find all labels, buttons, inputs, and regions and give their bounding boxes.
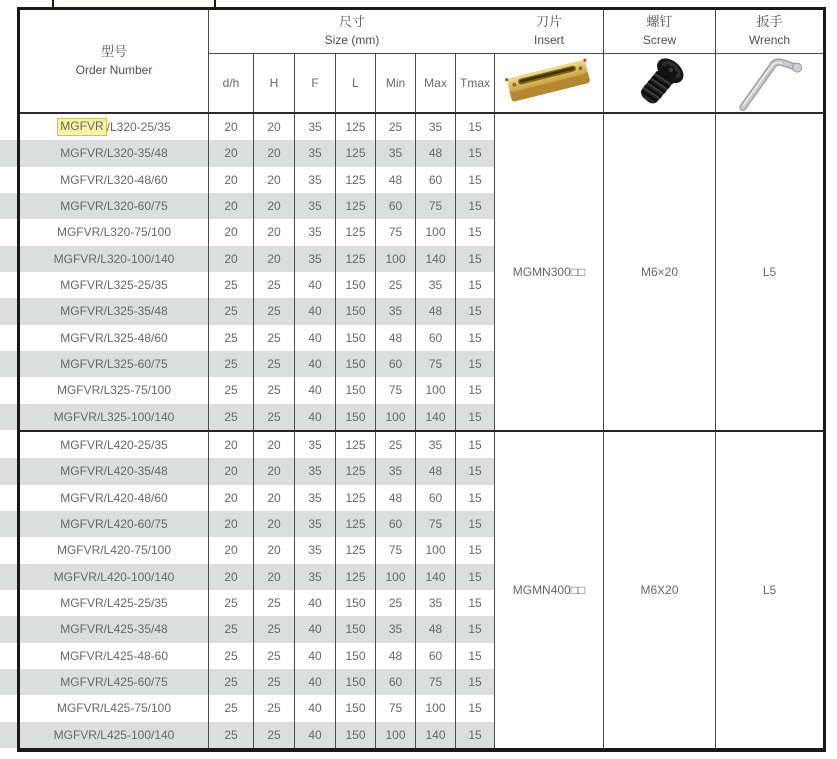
- insert-label-zh: 刀片: [535, 14, 562, 30]
- size-value-cell: 125: [336, 458, 376, 484]
- size-value-cell: 25: [254, 298, 295, 324]
- size-value-cell: 20: [209, 432, 254, 458]
- wrench-label-zh: 扳手: [756, 14, 783, 30]
- size-value-cell: 20: [254, 246, 295, 272]
- size-value-cell: 60: [376, 669, 416, 695]
- size-value-cell: 15: [456, 404, 495, 430]
- order-number-cell: MGFVR/L425-100/140: [20, 722, 209, 748]
- order-number-cell: MGFVR/L325-100/140: [20, 404, 209, 430]
- size-value-cell: 25: [209, 325, 254, 351]
- screw-header: [604, 10, 716, 112]
- size-value-cell: 15: [456, 298, 495, 324]
- size-value-cell: 150: [336, 351, 376, 377]
- size-value-cell: 20: [209, 219, 254, 245]
- size-value-cell: 75: [376, 377, 416, 403]
- size-value-cell: 15: [456, 167, 495, 193]
- table-row: [20, 167, 495, 193]
- size-value-cell: 40: [295, 404, 336, 430]
- size-value-cell: 15: [456, 669, 495, 695]
- insert-code-cell: MGMN300□□: [495, 114, 604, 430]
- size-value-cell: 35: [295, 458, 336, 484]
- table-row: [20, 722, 495, 748]
- table-row: [20, 404, 495, 430]
- size-value-cell: 40: [295, 377, 336, 403]
- size-value-cell: 25: [254, 404, 295, 430]
- size-value-cell: 150: [336, 404, 376, 430]
- size-value-cell: 150: [336, 590, 376, 616]
- size-value-cell: 60: [376, 193, 416, 219]
- table-row: [20, 485, 495, 511]
- size-header: [209, 10, 495, 112]
- group-rows: [20, 114, 495, 430]
- size-value-cell: 40: [295, 325, 336, 351]
- size-value-cell: 35: [295, 219, 336, 245]
- order-number-header: [20, 10, 209, 112]
- order-number-cell: MGFVR/L420-100/140: [20, 564, 209, 590]
- order-number-cell: MGFVR/L420-75/100: [20, 537, 209, 563]
- col-header-h: H: [254, 54, 295, 112]
- wrench-size-cell: L5: [762, 583, 777, 597]
- wrench-size-cell: L5: [762, 265, 777, 279]
- size-value-cell: 20: [254, 114, 295, 140]
- size-value-cell: 48: [416, 458, 456, 484]
- size-value-cell: 15: [456, 616, 495, 642]
- size-value-cell: 25: [376, 432, 416, 458]
- table-row: [20, 564, 495, 590]
- order-number-cell: MGFVR/L425-35/48: [20, 616, 209, 642]
- order-number-cell: MGFVR/L425-25/35: [20, 590, 209, 616]
- highlighted-text: MGFVR: [57, 118, 106, 136]
- order-number-cell: MGFVR/L420-60/75: [20, 511, 209, 537]
- size-value-cell: 25: [254, 272, 295, 298]
- size-value-cell: 35: [295, 537, 336, 563]
- insert-code-cell: MGMN400□□: [495, 432, 604, 748]
- order-number-cell: MGFVR/L320-48/60: [20, 167, 209, 193]
- col-header-tmax: Tmax: [456, 54, 495, 112]
- size-value-cell: 25: [209, 298, 254, 324]
- order-number-label-zh: 型号: [100, 43, 127, 59]
- size-value-cell: 20: [209, 193, 254, 219]
- size-value-cell: 25: [254, 722, 295, 748]
- size-value-cell: 20: [254, 140, 295, 166]
- order-number-cell: MGFVR/L325-35/48: [20, 298, 209, 324]
- order-number-cell: MGFVR/L420-25/35: [20, 432, 209, 458]
- size-value-cell: 25: [209, 272, 254, 298]
- size-value-cell: 25: [209, 669, 254, 695]
- size-value-cell: 35: [416, 272, 456, 298]
- table-row: [20, 246, 495, 272]
- col-header-l: L: [336, 54, 376, 112]
- size-value-cell: 35: [416, 590, 456, 616]
- size-value-cell: 20: [254, 564, 295, 590]
- table-row: [20, 643, 495, 669]
- size-value-cell: 60: [376, 351, 416, 377]
- table-row: [20, 272, 495, 298]
- table-row: [20, 140, 495, 166]
- size-value-cell: 15: [456, 590, 495, 616]
- size-value-cell: 15: [456, 643, 495, 669]
- group-rows: [20, 432, 495, 748]
- screw-spec-cell: M6X20: [604, 432, 716, 748]
- insert-label-en: Insert: [533, 33, 564, 48]
- size-value-cell: 100: [376, 404, 416, 430]
- size-value-cell: 15: [456, 432, 495, 458]
- order-number-cell: MGFVR/L425-48-60: [20, 643, 209, 669]
- size-value-cell: 60: [416, 485, 456, 511]
- size-value-cell: 15: [456, 537, 495, 563]
- table-row: [20, 695, 495, 721]
- col-header-f: F: [295, 54, 336, 112]
- size-value-cell: 15: [456, 564, 495, 590]
- size-value-cell: 15: [456, 511, 495, 537]
- size-value-cell: 60: [416, 167, 456, 193]
- size-value-cell: 35: [295, 432, 336, 458]
- size-value-cell: 150: [336, 695, 376, 721]
- size-value-cell: 100: [416, 537, 456, 563]
- size-value-cell: 20: [254, 219, 295, 245]
- size-value-cell: 25: [376, 272, 416, 298]
- size-value-cell: 35: [376, 140, 416, 166]
- size-value-cell: 40: [295, 643, 336, 669]
- order-number-cell: MGFVR/L325-48/60: [20, 325, 209, 351]
- product-group: [20, 114, 823, 432]
- size-value-cell: 75: [376, 537, 416, 563]
- size-value-cell: 150: [336, 616, 376, 642]
- size-value-cell: 125: [336, 537, 376, 563]
- size-value-cell: 25: [209, 722, 254, 748]
- col-header-dh: d/h: [209, 54, 254, 112]
- size-value-cell: 125: [336, 511, 376, 537]
- order-number-cell: MGFVR/L425-60/75: [20, 669, 209, 695]
- order-number-cell: MGFVR/L425-75/100: [20, 695, 209, 721]
- size-value-cell: 20: [209, 167, 254, 193]
- size-value-cell: 25: [209, 377, 254, 403]
- size-value-cell: 75: [376, 695, 416, 721]
- size-label-zh: 尺寸: [338, 14, 365, 30]
- size-value-cell: 75: [416, 511, 456, 537]
- size-value-cell: 75: [416, 351, 456, 377]
- col-header-min: Min: [376, 54, 416, 112]
- size-value-cell: 140: [416, 564, 456, 590]
- size-value-cell: 35: [376, 458, 416, 484]
- table-row: [20, 325, 495, 351]
- size-value-cell: 40: [295, 351, 336, 377]
- table-row: [20, 298, 495, 324]
- size-value-cell: 25: [254, 325, 295, 351]
- size-value-cell: 15: [456, 722, 495, 748]
- size-value-cell: 150: [336, 643, 376, 669]
- size-value-cell: 140: [416, 404, 456, 430]
- size-header-label: [209, 10, 495, 54]
- order-number-cell: MGFVR/L320-100/140: [20, 246, 209, 272]
- screw-label-en: Screw: [642, 33, 677, 48]
- size-value-cell: 15: [456, 351, 495, 377]
- size-value-cell: 35: [295, 140, 336, 166]
- product-group: [20, 432, 823, 748]
- size-value-cell: 100: [376, 564, 416, 590]
- size-value-cell: 48: [416, 298, 456, 324]
- order-number-label-en: Order Number: [75, 62, 153, 77]
- size-value-cell: 35: [376, 298, 416, 324]
- size-value-cell: 35: [416, 432, 456, 458]
- size-value-cell: 125: [336, 140, 376, 166]
- size-value-cell: 48: [376, 643, 416, 669]
- size-value-cell: 125: [336, 193, 376, 219]
- size-value-cell: 20: [209, 458, 254, 484]
- wrench-label-en: Wrench: [748, 33, 791, 48]
- size-value-cell: 20: [209, 114, 254, 140]
- size-value-cell: 150: [336, 377, 376, 403]
- size-value-cell: 35: [416, 114, 456, 140]
- table-row: [20, 219, 495, 245]
- size-value-cell: 20: [209, 246, 254, 272]
- size-value-cell: 25: [209, 643, 254, 669]
- size-value-cell: 60: [376, 511, 416, 537]
- size-value-cell: 25: [209, 590, 254, 616]
- size-value-cell: 35: [295, 564, 336, 590]
- size-value-cell: 25: [254, 669, 295, 695]
- table-row: [20, 537, 495, 563]
- size-value-cell: 40: [295, 722, 336, 748]
- size-value-cell: 60: [416, 643, 456, 669]
- size-value-cell: 150: [336, 325, 376, 351]
- size-value-cell: 15: [456, 246, 495, 272]
- col-header-max: Max: [416, 54, 456, 112]
- table-row: [20, 114, 495, 140]
- size-value-cell: 15: [456, 695, 495, 721]
- size-value-cell: 35: [295, 167, 336, 193]
- size-value-cell: 25: [254, 351, 295, 377]
- table-row: [20, 616, 495, 642]
- size-value-cell: 48: [376, 325, 416, 351]
- size-value-cell: 35: [376, 616, 416, 642]
- size-value-cell: 100: [376, 722, 416, 748]
- size-value-cell: 48: [376, 167, 416, 193]
- size-value-cell: 20: [209, 564, 254, 590]
- size-value-cell: 100: [416, 219, 456, 245]
- size-value-cell: 150: [336, 722, 376, 748]
- size-value-cell: 25: [254, 616, 295, 642]
- size-value-cell: 20: [254, 432, 295, 458]
- size-value-cell: 35: [295, 193, 336, 219]
- size-value-cell: 15: [456, 219, 495, 245]
- size-value-cell: 20: [209, 485, 254, 511]
- size-value-cell: 25: [254, 377, 295, 403]
- table-row: [20, 669, 495, 695]
- table-body: [20, 114, 823, 748]
- screw-photo-icon: [604, 54, 715, 112]
- size-value-cell: 125: [336, 485, 376, 511]
- size-value-cell: 125: [336, 167, 376, 193]
- order-number-cell: MGFVR/L420-35/48: [20, 458, 209, 484]
- size-value-cell: 25: [209, 616, 254, 642]
- screw-label-zh: 螺钉: [646, 14, 673, 30]
- table-row: [20, 511, 495, 537]
- order-number-cell: MGFVR/L320-75/100: [20, 219, 209, 245]
- size-value-cell: 20: [209, 140, 254, 166]
- size-value-cell: 40: [295, 669, 336, 695]
- order-number-cell: MGFVR /L320-25/35: [20, 114, 209, 140]
- size-value-cell: 15: [456, 272, 495, 298]
- table-row: [20, 193, 495, 219]
- spec-table: [17, 7, 826, 752]
- size-value-cell: 48: [416, 140, 456, 166]
- size-subheaders: [209, 54, 495, 112]
- size-value-cell: 20: [254, 485, 295, 511]
- size-value-cell: 15: [456, 140, 495, 166]
- order-number-cell: MGFVR/L325-75/100: [20, 377, 209, 403]
- table-row: [20, 590, 495, 616]
- size-value-cell: 150: [336, 272, 376, 298]
- size-value-cell: 40: [295, 695, 336, 721]
- size-value-cell: 20: [209, 511, 254, 537]
- size-value-cell: 20: [254, 537, 295, 563]
- size-value-cell: 125: [336, 432, 376, 458]
- size-value-cell: 40: [295, 590, 336, 616]
- size-value-cell: 140: [416, 246, 456, 272]
- size-value-cell: 125: [336, 564, 376, 590]
- screw-spec-cell: M6×20: [604, 114, 716, 430]
- size-value-cell: 100: [376, 246, 416, 272]
- size-value-cell: 48: [376, 485, 416, 511]
- size-value-cell: 25: [254, 695, 295, 721]
- size-value-cell: 48: [416, 616, 456, 642]
- size-value-cell: 15: [456, 377, 495, 403]
- size-value-cell: 20: [254, 511, 295, 537]
- size-value-cell: 15: [456, 458, 495, 484]
- size-value-cell: 25: [209, 351, 254, 377]
- size-value-cell: 100: [416, 695, 456, 721]
- table-row: [20, 458, 495, 484]
- size-value-cell: 100: [416, 377, 456, 403]
- size-value-cell: 25: [376, 590, 416, 616]
- size-value-cell: 150: [336, 669, 376, 695]
- order-number-cell: MGFVR/L420-48/60: [20, 485, 209, 511]
- size-value-cell: 35: [295, 114, 336, 140]
- size-value-cell: 150: [336, 298, 376, 324]
- table-row: [20, 377, 495, 403]
- size-label-en: Size (mm): [324, 33, 380, 48]
- size-value-cell: 60: [416, 325, 456, 351]
- insert-header: [495, 10, 604, 112]
- size-value-cell: 15: [456, 485, 495, 511]
- wrench-header: [716, 10, 823, 112]
- size-value-cell: 75: [376, 219, 416, 245]
- size-value-cell: 125: [336, 246, 376, 272]
- order-number-cell: MGFVR/L320-35/48: [20, 140, 209, 166]
- size-value-cell: 125: [336, 219, 376, 245]
- size-value-cell: 35: [295, 485, 336, 511]
- size-value-cell: 20: [254, 193, 295, 219]
- size-value-cell: 40: [295, 272, 336, 298]
- table-header: [20, 10, 823, 114]
- insert-photo-icon: [495, 54, 603, 112]
- size-value-cell: 75: [416, 669, 456, 695]
- size-value-cell: 40: [295, 616, 336, 642]
- size-value-cell: 35: [295, 511, 336, 537]
- size-value-cell: 40: [295, 298, 336, 324]
- size-value-cell: 75: [416, 193, 456, 219]
- size-value-cell: 15: [456, 114, 495, 140]
- size-value-cell: 25: [254, 590, 295, 616]
- order-number-cell: MGFVR/L325-60/75: [20, 351, 209, 377]
- size-value-cell: 25: [376, 114, 416, 140]
- size-value-cell: 20: [254, 167, 295, 193]
- wrench-photo-icon: [716, 54, 823, 112]
- size-value-cell: 35: [295, 246, 336, 272]
- size-value-cell: 20: [254, 458, 295, 484]
- size-value-cell: 20: [209, 537, 254, 563]
- size-value-cell: 140: [416, 722, 456, 748]
- size-value-cell: 15: [456, 193, 495, 219]
- size-value-cell: 25: [254, 643, 295, 669]
- table-row: [20, 351, 495, 377]
- size-value-cell: 125: [336, 114, 376, 140]
- order-number-cell: MGFVR/L325-25/35: [20, 272, 209, 298]
- size-value-cell: 25: [209, 695, 254, 721]
- size-value-cell: 25: [209, 404, 254, 430]
- table-row: [20, 432, 495, 458]
- size-value-cell: 15: [456, 325, 495, 351]
- order-number-cell: MGFVR/L320-60/75: [20, 193, 209, 219]
